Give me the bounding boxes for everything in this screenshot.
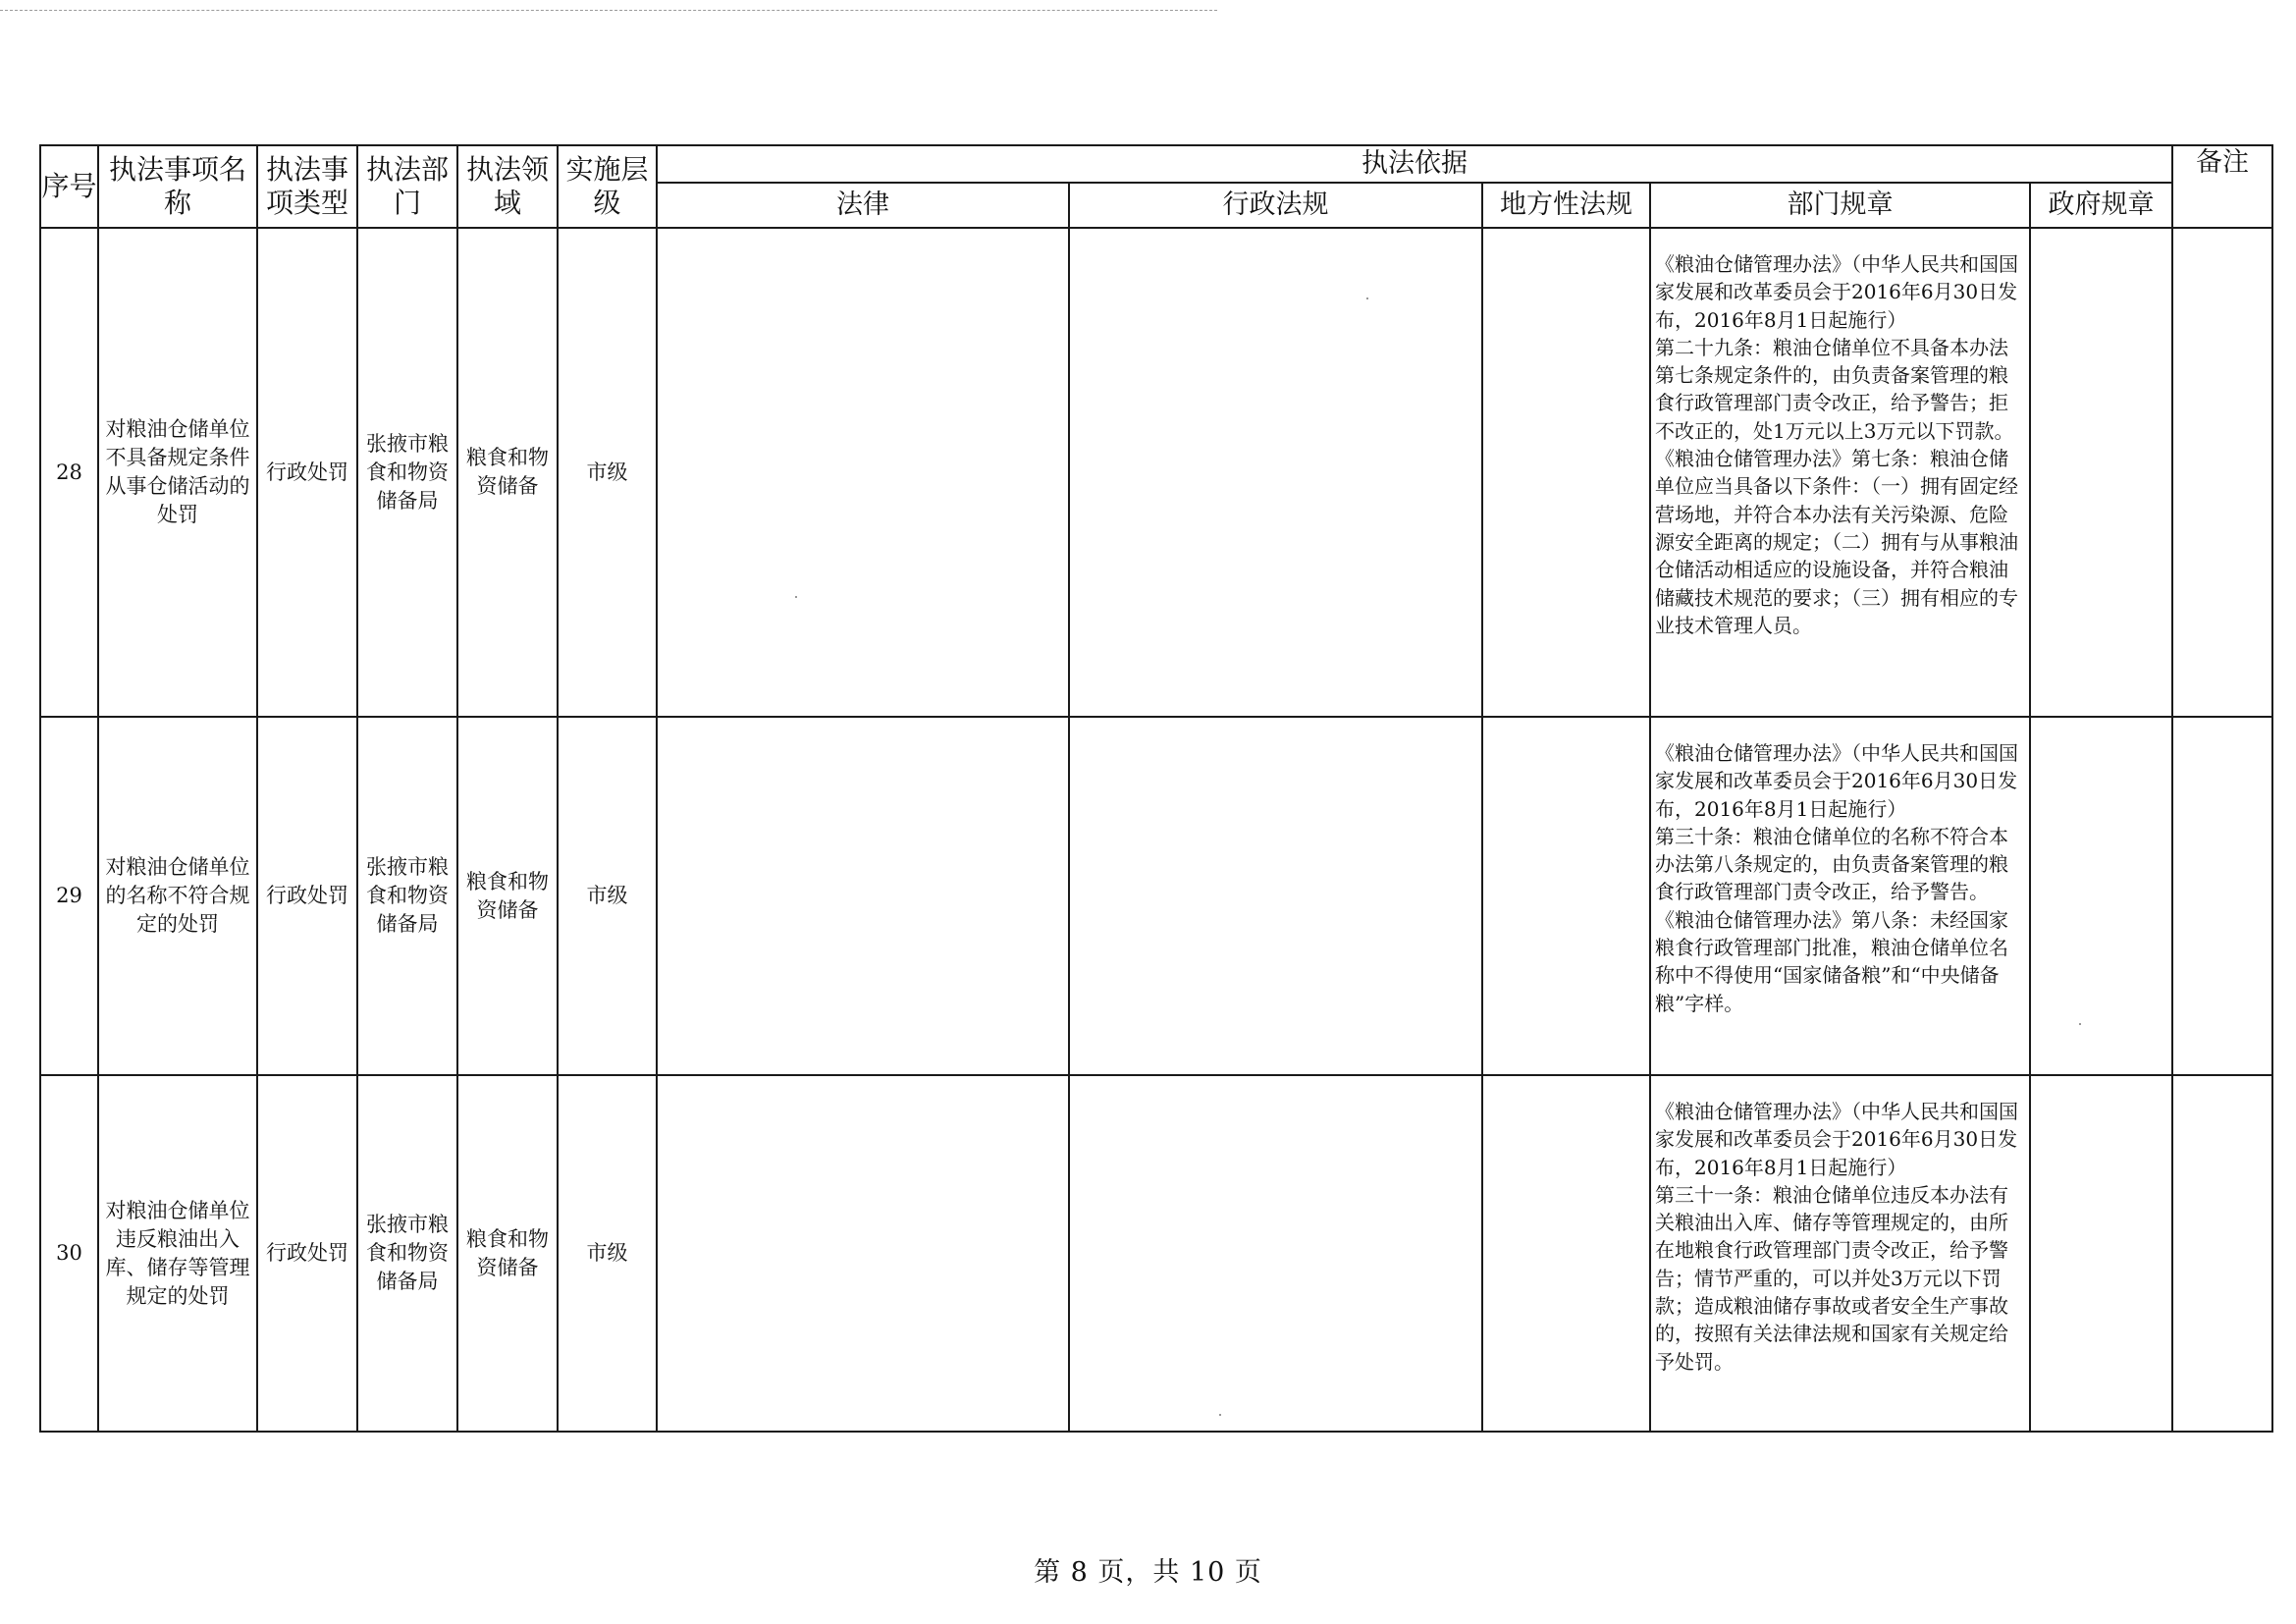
rule-paragraph: 《粮油仓储管理办法》（中华人民共和国国家发展和改革委员会于2016年6月30日发布，2016年8月1日起施行） <box>1655 1100 2018 1179</box>
row-government-rule <box>2030 717 2172 1075</box>
row-item-type: 行政处罚 <box>257 717 357 1075</box>
scan-speck <box>2079 1023 2081 1025</box>
row-remarks <box>2172 1075 2272 1432</box>
row-remarks <box>2172 717 2272 1075</box>
table-row <box>40 1075 2272 1432</box>
row-department: 张掖市粮食和物资储备局 <box>357 228 457 717</box>
header-level: 实施层级 <box>558 145 657 228</box>
row-item-name: 对粮油仓储单位不具备规定条件从事仓储活动的处罚 <box>98 228 257 717</box>
row-admin-regulation <box>1069 228 1482 717</box>
rule-paragraph: 第三十条：粮油仓储单位的名称不符合本办法第八条规定的，由负责备案管理的粮食行政管理部门责令改正，给予警告。 <box>1655 824 2008 904</box>
scan-speck <box>795 596 797 598</box>
rule-paragraph: 第二十九条：粮油仓储单位不具备本办法第七条规定条件的，由负责备案管理的粮食行政管理部门责令改正，给予警告；拒不改正的，处1万元以上3万元以下罚款。 <box>1655 335 2014 443</box>
row-department-rule <box>1650 228 2030 717</box>
row-level: 市级 <box>558 717 657 1075</box>
rule-paragraph: 《粮油仓储管理办法》第七条：粮油仓储单位应当具备以下条件：（一）拥有固定经营场地，并符合本办法有关污染源、危险源安全距离的规定；（二）拥有与从事粮油仓储活动相适应的设施设备，并符合粮油储藏技术规范的要求；（三）拥有相应的专业技术管理人员。 <box>1655 447 2018 637</box>
rule-paragraph: 第三十一条：粮油仓储单位违反本办法有关粮油出入库、储存等管理规定的，由所在地粮食行政管理部门责令改正，给予警告；情节严重的，可以并处3万元以下罚款；造成粮油储存事故或者安全生产事故的，按照有关法律法规和国家有关规定给予处罚。 <box>1655 1182 2008 1374</box>
row-law <box>657 228 1069 717</box>
row-item-name: 对粮油仓储单位的名称不符合规定的处罚 <box>98 717 257 1075</box>
header-basis: 执法依据 <box>657 145 2172 183</box>
row-seq: 30 <box>40 1075 98 1432</box>
row-admin-regulation <box>1069 1075 1482 1432</box>
row-department: 张掖市粮食和物资储备局 <box>357 1075 457 1432</box>
scan-speck <box>1219 1414 1221 1416</box>
row-department-rule <box>1650 717 2030 1075</box>
row-remarks <box>2172 228 2272 717</box>
header-admin-regulation: 行政法规 <box>1069 183 1482 228</box>
row-department-rule <box>1650 1075 2030 1432</box>
row-law <box>657 1075 1069 1432</box>
page-number: 第 8 页，共 10 页 <box>1034 1557 1262 1588</box>
rule-paragraph: 《粮油仓储管理办法》（中华人民共和国国家发展和改革委员会于2016年6月30日发布，2016年8月1日起施行） <box>1655 252 2018 332</box>
row-field: 粮食和物资储备 <box>457 1075 558 1432</box>
header-local-regulation: 地方性法规 <box>1482 183 1650 228</box>
header-item-name: 执法事项名称 <box>98 145 257 228</box>
header-department-rule: 部门规章 <box>1650 183 2030 228</box>
header-field: 执法领域 <box>457 145 558 228</box>
header-row-top <box>40 145 2272 183</box>
header-law: 法律 <box>657 183 1069 228</box>
rule-paragraph: 《粮油仓储管理办法》（中华人民共和国国家发展和改革委员会于2016年6月30日发布，2016年8月1日起施行） <box>1655 741 2018 821</box>
header-remarks: 备注 <box>2172 145 2272 228</box>
row-department: 张掖市粮食和物资储备局 <box>357 717 457 1075</box>
enforcement-items-table <box>39 144 2273 1433</box>
header-item-type: 执法事项类型 <box>257 145 357 228</box>
row-law <box>657 717 1069 1075</box>
row-level: 市级 <box>558 1075 657 1432</box>
row-seq: 29 <box>40 717 98 1075</box>
row-level: 市级 <box>558 228 657 717</box>
scan-speck <box>1366 298 1368 299</box>
row-local-regulation <box>1482 228 1650 717</box>
row-seq: 28 <box>40 228 98 717</box>
table-row <box>40 228 2272 717</box>
header-government-rule: 政府规章 <box>2030 183 2172 228</box>
row-item-name: 对粮油仓储单位违反粮油出入库、储存等管理规定的处罚 <box>98 1075 257 1432</box>
row-government-rule <box>2030 228 2172 717</box>
row-government-rule <box>2030 1075 2172 1432</box>
table-row <box>40 717 2272 1075</box>
rule-paragraph: 《粮油仓储管理办法》第八条：未经国家粮食行政管理部门批准，粮油仓储单位名称中不得使用“国家储备粮”和“中央储备粮”字样。 <box>1655 907 2008 1015</box>
header-seq: 序号 <box>40 145 98 228</box>
row-field: 粮食和物资储备 <box>457 228 558 717</box>
header-department: 执法部门 <box>357 145 457 228</box>
row-item-type: 行政处罚 <box>257 1075 357 1432</box>
row-local-regulation <box>1482 717 1650 1075</box>
row-item-type: 行政处罚 <box>257 228 357 717</box>
row-field: 粮食和物资储备 <box>457 717 558 1075</box>
row-local-regulation <box>1482 1075 1650 1432</box>
scan-edge-line <box>0 10 1217 11</box>
row-admin-regulation <box>1069 717 1482 1075</box>
